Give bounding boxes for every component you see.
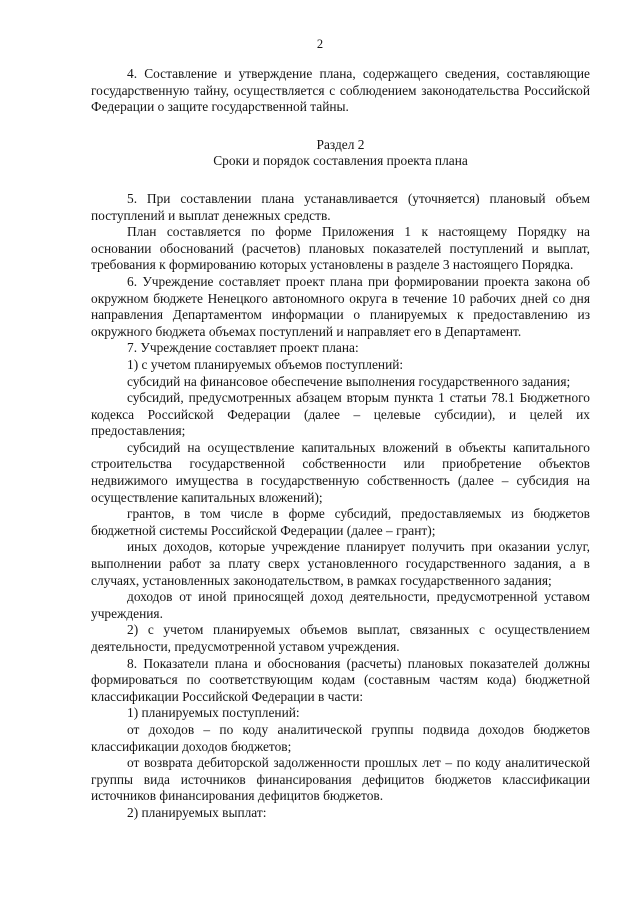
page-number: 2 bbox=[316, 37, 324, 51]
paragraph-7-capital-subsidies: субсидий на осуществление капитальных вложений в объекты капитального строительства государственной собственности или приобретение объектов недвижимого имущества в государственную собственность (далее – субсидия на осуществление капитальных вложений); bbox=[91, 439, 590, 505]
paragraph-8-item-1: 1) планируемых поступлений: bbox=[127, 705, 300, 721]
paragraph-7-subsidies-state-task: субсидий на финансовое обеспечение выполнения государственного задания; bbox=[127, 373, 571, 389]
paragraph-6: 6. Учреждение составляет проект плана при формировании проекта закона об окружном бюджете Ненецкого автономного округа в течение 10 рабочих дней со дня направления Департаментом информации о планируемых к предоставлению из окружного бюджета объемах поступлений и направляет его в Департамент. bbox=[91, 273, 590, 339]
paragraph-8-item-2: 2) планируемых выплат: bbox=[127, 804, 267, 820]
paragraph-4: 4. Составление и утверждение плана, содержащего сведения, составляющие государственную тайну, осуществляется с соблюдением законодательства Российской Федерации о защите государственной тайны. bbox=[91, 66, 590, 115]
paragraph-7-other-income: иных доходов, которые учреждение планирует получить при оказании услуг, выполнении работ за плату сверх установленного государственного задания, а в случаях, установленных законодательством, в рамках государственного задания; bbox=[91, 539, 590, 588]
section-subtitle: Сроки и порядок составления проекта плана bbox=[213, 153, 468, 169]
paragraph-5-plan: План составляется по форме Приложения 1 к настоящему Порядку на основании обоснований (расчетов) плановых показателей поступлений и выплат, требования к формированию которых установлены в разделе 3 настоящего Порядка. bbox=[91, 224, 590, 273]
paragraph-8: 8. Показатели плана и обоснования (расчеты) плановых показателей должны формироваться по соответствующим кодам (составным частям кода) бюджетной классификации Российской Федерации в части: bbox=[91, 655, 590, 704]
paragraph-7-item-2: 2) с учетом планируемых объемов выплат, связанных с осуществлением деятельности, предусмотренной уставом учреждения. bbox=[91, 622, 590, 654]
document-body bbox=[91, 66, 590, 822]
paragraph-7-other-activity-income: доходов от иной приносящей доход деятельности, предусмотренной уставом учреждения. bbox=[91, 589, 590, 621]
paragraph-7: 7. Учреждение составляет проект плана: bbox=[127, 340, 359, 356]
paragraph-5: 5. При составлении плана устанавливается (уточняется) плановый объем поступлений и выплат денежных средств. bbox=[91, 190, 590, 223]
paragraph-8-income-codes: от доходов – по коду аналитической группы подвида доходов бюджетов классификации доходов бюджетов; bbox=[91, 721, 590, 754]
paragraph-7-grants: грантов, в том числе в форме субсидий, предоставляемых из бюджетов бюджетной системы Российской Федерации (далее – грант); bbox=[91, 506, 590, 538]
paragraph-7-target-subsidies: субсидий, предусмотренных абзацем вторым пункта 1 статьи 78.1 Бюджетного кодекса Российской Федерации (далее – целевые субсидии), и целей их предоставления; bbox=[91, 390, 590, 439]
paragraph-8-receivables-codes: от возврата дебиторской задолженности прошлых лет – по коду аналитической группы вида источников финансирования дефицитов бюджетов классификации источников финансирования дефицитов бюджетов. bbox=[91, 755, 590, 804]
section-title: Раздел 2 bbox=[316, 136, 365, 152]
paragraph-7-item-1: 1) с учетом планируемых объемов поступлений: bbox=[127, 356, 404, 372]
